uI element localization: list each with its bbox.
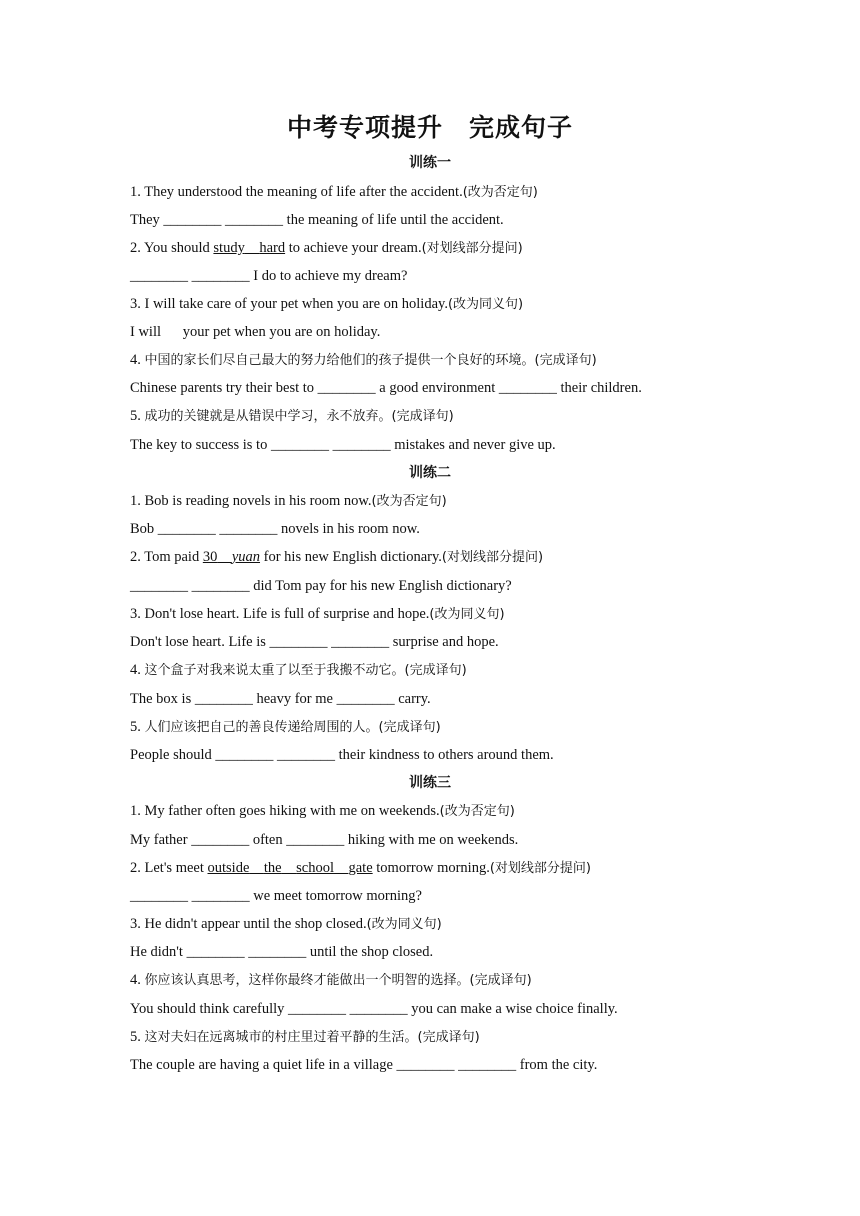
s3-q1-answer: My father ________ often ________ hiking with me on weekends. <box>130 832 519 848</box>
s1-q5-question: 5. 成功的关键就是从错误中学习，永不放弃。(完成译句) <box>130 408 454 424</box>
underlined-word: outside <box>207 860 250 876</box>
underlined-word: 30 <box>202 549 218 565</box>
section-heading-1: 训练一 <box>409 155 451 171</box>
s2-q5-answer: People should ________ ________ their kindness to others around them. <box>130 747 554 763</box>
underlined-word: school <box>296 860 334 876</box>
s2-q3-answer: Don't lose heart. Life is ________ ________ surprise and hope. <box>130 634 499 650</box>
s1-q5-answer: The key to success is to ________ ________ mistakes and never give up. <box>130 437 556 453</box>
s2-q2-question: 2. Tom paid 30 yuan for his new English dictionary.(对划线部分提问) <box>130 549 544 565</box>
underlined-word: the <box>263 860 282 876</box>
s1-q1-answer: They ________ ________ the meaning of life until the accident. <box>130 212 504 228</box>
s1-q3-answer: I will your pet when you are on holiday. <box>130 324 381 340</box>
underlined-word: study <box>213 240 245 256</box>
s3-q1-question: 1. My father often goes hiking with me on weekends.(改为否定句) <box>130 803 515 819</box>
s3-q4-answer: You should think carefully ________ ________ you can make a wise choice finally. <box>130 1001 618 1017</box>
page-title: 中考专项提升 完成句子 <box>286 113 573 142</box>
underlined-word: gate <box>348 860 373 876</box>
s2-q4-answer: The box is ________ heavy for me ________ carry. <box>130 691 431 707</box>
s3-q2-answer: ________ ________ we meet tomorrow morning? <box>130 888 422 904</box>
s1-q4-question: 4. 中国的家长们尽自己最大的努力给他们的孩子提供一个良好的环境。(完成译句) <box>130 352 597 368</box>
s2-q2-answer: ________ ________ did Tom pay for his new English dictionary? <box>130 578 512 594</box>
underlined-word: yuan <box>231 549 261 565</box>
s3-q3-answer: He didn't ________ ________ until the shop closed. <box>130 944 434 960</box>
s3-q2-question: 2. Let's meet outside the school gate tomorrow morning.(对划线部分提问) <box>130 860 591 876</box>
s1-q1-question: 1. They understood the meaning of life after the accident.(改为否定句) <box>130 184 538 200</box>
section-heading-3: 训练三 <box>409 775 451 791</box>
section-heading-2: 训练二 <box>409 465 451 481</box>
s3-q3-question: 3. He didn't appear until the shop closed.(改为同义句) <box>130 916 442 932</box>
s3-q5-question: 5. 这对夫妇在远离城市的村庄里过着平静的生活。(完成译句) <box>130 1029 480 1045</box>
s3-q5-answer: The couple are having a quiet life in a village ________ ________ from the city. <box>130 1057 598 1073</box>
s3-q4-question: 4. 你应该认真思考，这样你最终才能做出一个明智的选择。(完成译句) <box>130 972 532 988</box>
s2-q1-answer: Bob ________ ________ novels in his room now. <box>130 521 420 537</box>
s2-q3-question: 3. Don't lose heart. Life is full of surprise and hope.(改为同义句) <box>130 606 505 622</box>
s1-q3-question: 3. I will take care of your pet when you are on holiday.(改为同义句) <box>130 296 524 312</box>
s2-q4-question: 4. 这个盒子对我来说太重了以至于我搬不动它。(完成译句) <box>130 662 467 678</box>
s1-q2-question: 2. You should study hard to achieve your dream.(对划线部分提问) <box>130 240 523 256</box>
underlined-word: hard <box>259 240 286 256</box>
s2-q5-question: 5. 人们应该把自己的善良传递给周围的人。(完成译句) <box>130 719 441 735</box>
s2-q1-question: 1. Bob is reading novels in his room now.(改为否定句) <box>130 493 447 509</box>
s1-q4-answer: Chinese parents try their best to ________ a good environment ________ their children. <box>130 380 642 396</box>
s1-q2-answer: ________ ________ I do to achieve my dream? <box>130 268 408 284</box>
